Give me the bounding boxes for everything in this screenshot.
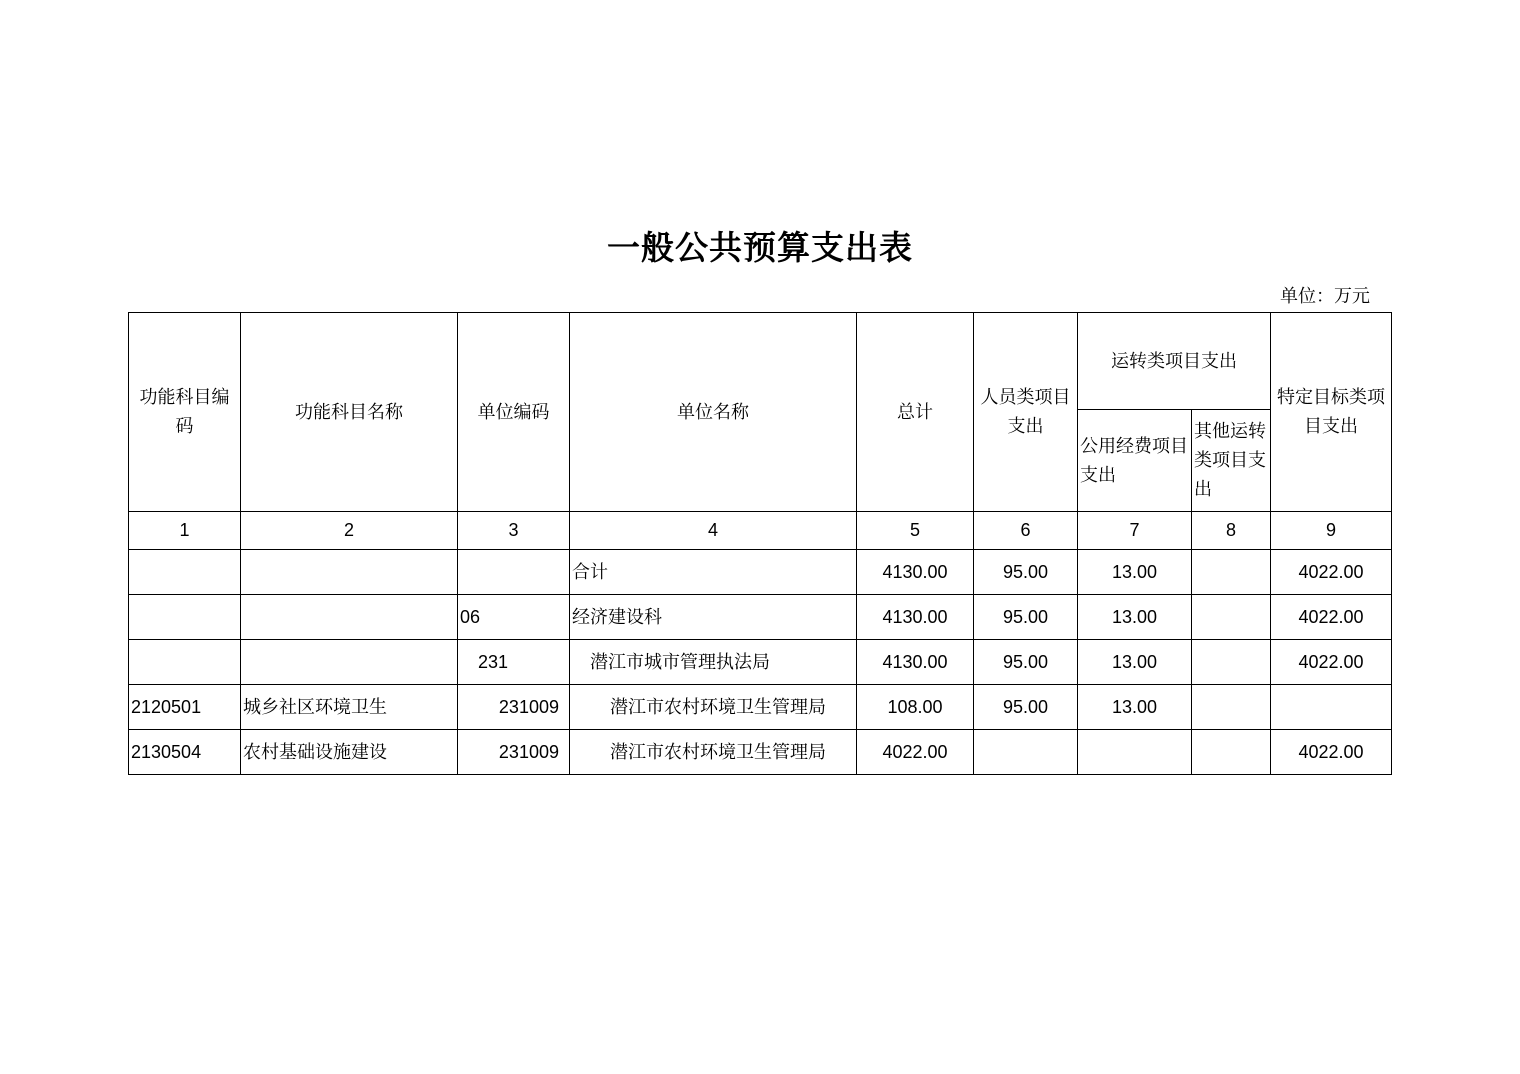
cell-specific: 4022.00 — [1271, 730, 1392, 775]
cell-unit-name: 潜江市农村环境卫生管理局 — [570, 730, 857, 775]
cell-public-funds: 13.00 — [1078, 685, 1192, 730]
page-title: 一般公共预算支出表 — [607, 228, 913, 267]
table-row — [129, 685, 1392, 730]
cell-specific: 4022.00 — [1271, 550, 1392, 595]
cell-total: 4130.00 — [857, 595, 974, 640]
cell-func-code: 2130504 — [129, 730, 241, 775]
header-operation-group: 运转类项目支出 — [1078, 313, 1271, 410]
header-public-funds: 公用经费项目支出 — [1078, 410, 1192, 512]
column-number: 7 — [1078, 512, 1192, 550]
cell-total: 4130.00 — [857, 550, 974, 595]
cell-func-code — [129, 595, 241, 640]
table-row — [129, 640, 1392, 685]
cell-unit-name: 合计 — [570, 550, 857, 595]
column-number: 6 — [974, 512, 1078, 550]
cell-personnel: 95.00 — [974, 640, 1078, 685]
unit-label: 单位：万元 — [1280, 286, 1370, 307]
column-number: 8 — [1192, 512, 1271, 550]
cell-personnel: 95.00 — [974, 685, 1078, 730]
cell-specific: 4022.00 — [1271, 595, 1392, 640]
table-row — [129, 730, 1392, 775]
cell-unit-code: 231 — [458, 640, 570, 685]
table-row — [129, 595, 1392, 640]
header-unit-code: 单位编码 — [458, 313, 570, 512]
header-total: 总计 — [857, 313, 974, 512]
column-number: 9 — [1271, 512, 1392, 550]
cell-unit-code — [458, 550, 570, 595]
cell-personnel — [974, 730, 1078, 775]
cell-public-funds: 13.00 — [1078, 595, 1192, 640]
column-number: 1 — [129, 512, 241, 550]
cell-total: 108.00 — [857, 685, 974, 730]
cell-func-code: 2120501 — [129, 685, 241, 730]
cell-other-operation — [1192, 550, 1271, 595]
table-row — [129, 550, 1392, 595]
column-number-row — [129, 512, 1392, 550]
column-number: 3 — [458, 512, 570, 550]
column-number: 2 — [241, 512, 458, 550]
cell-personnel: 95.00 — [974, 550, 1078, 595]
cell-unit-name: 经济建设科 — [570, 595, 857, 640]
cell-unit-name: 潜江市农村环境卫生管理局 — [570, 685, 857, 730]
header-row — [129, 313, 1392, 410]
cell-func-name — [241, 640, 458, 685]
cell-public-funds: 13.00 — [1078, 640, 1192, 685]
cell-func-name — [241, 595, 458, 640]
cell-unit-code: 231009 — [458, 730, 570, 775]
cell-other-operation — [1192, 730, 1271, 775]
cell-total: 4130.00 — [857, 640, 974, 685]
header-func-name: 功能科目名称 — [241, 313, 458, 512]
cell-public-funds — [1078, 730, 1192, 775]
cell-personnel: 95.00 — [974, 595, 1078, 640]
header-unit-name: 单位名称 — [570, 313, 857, 512]
cell-unit-name: 潜江市城市管理执法局 — [570, 640, 857, 685]
cell-public-funds: 13.00 — [1078, 550, 1192, 595]
header-other-operation: 其他运转类项目支出 — [1192, 410, 1271, 512]
column-number: 5 — [857, 512, 974, 550]
column-number: 4 — [570, 512, 857, 550]
cell-other-operation — [1192, 685, 1271, 730]
cell-func-name: 城乡社区环境卫生 — [241, 685, 458, 730]
cell-other-operation — [1192, 640, 1271, 685]
cell-func-name — [241, 550, 458, 595]
header-personnel: 人员类项目支出 — [974, 313, 1078, 512]
cell-other-operation — [1192, 595, 1271, 640]
cell-func-code — [129, 640, 241, 685]
cell-total: 4022.00 — [857, 730, 974, 775]
header-specific: 特定目标类项目支出 — [1271, 313, 1392, 512]
header-func-code: 功能科目编码 — [129, 313, 241, 512]
cell-unit-code: 06 — [458, 595, 570, 640]
cell-func-name: 农村基础设施建设 — [241, 730, 458, 775]
cell-specific — [1271, 685, 1392, 730]
cell-unit-code: 231009 — [458, 685, 570, 730]
budget-table — [128, 312, 1392, 775]
cell-func-code — [129, 550, 241, 595]
cell-specific: 4022.00 — [1271, 640, 1392, 685]
